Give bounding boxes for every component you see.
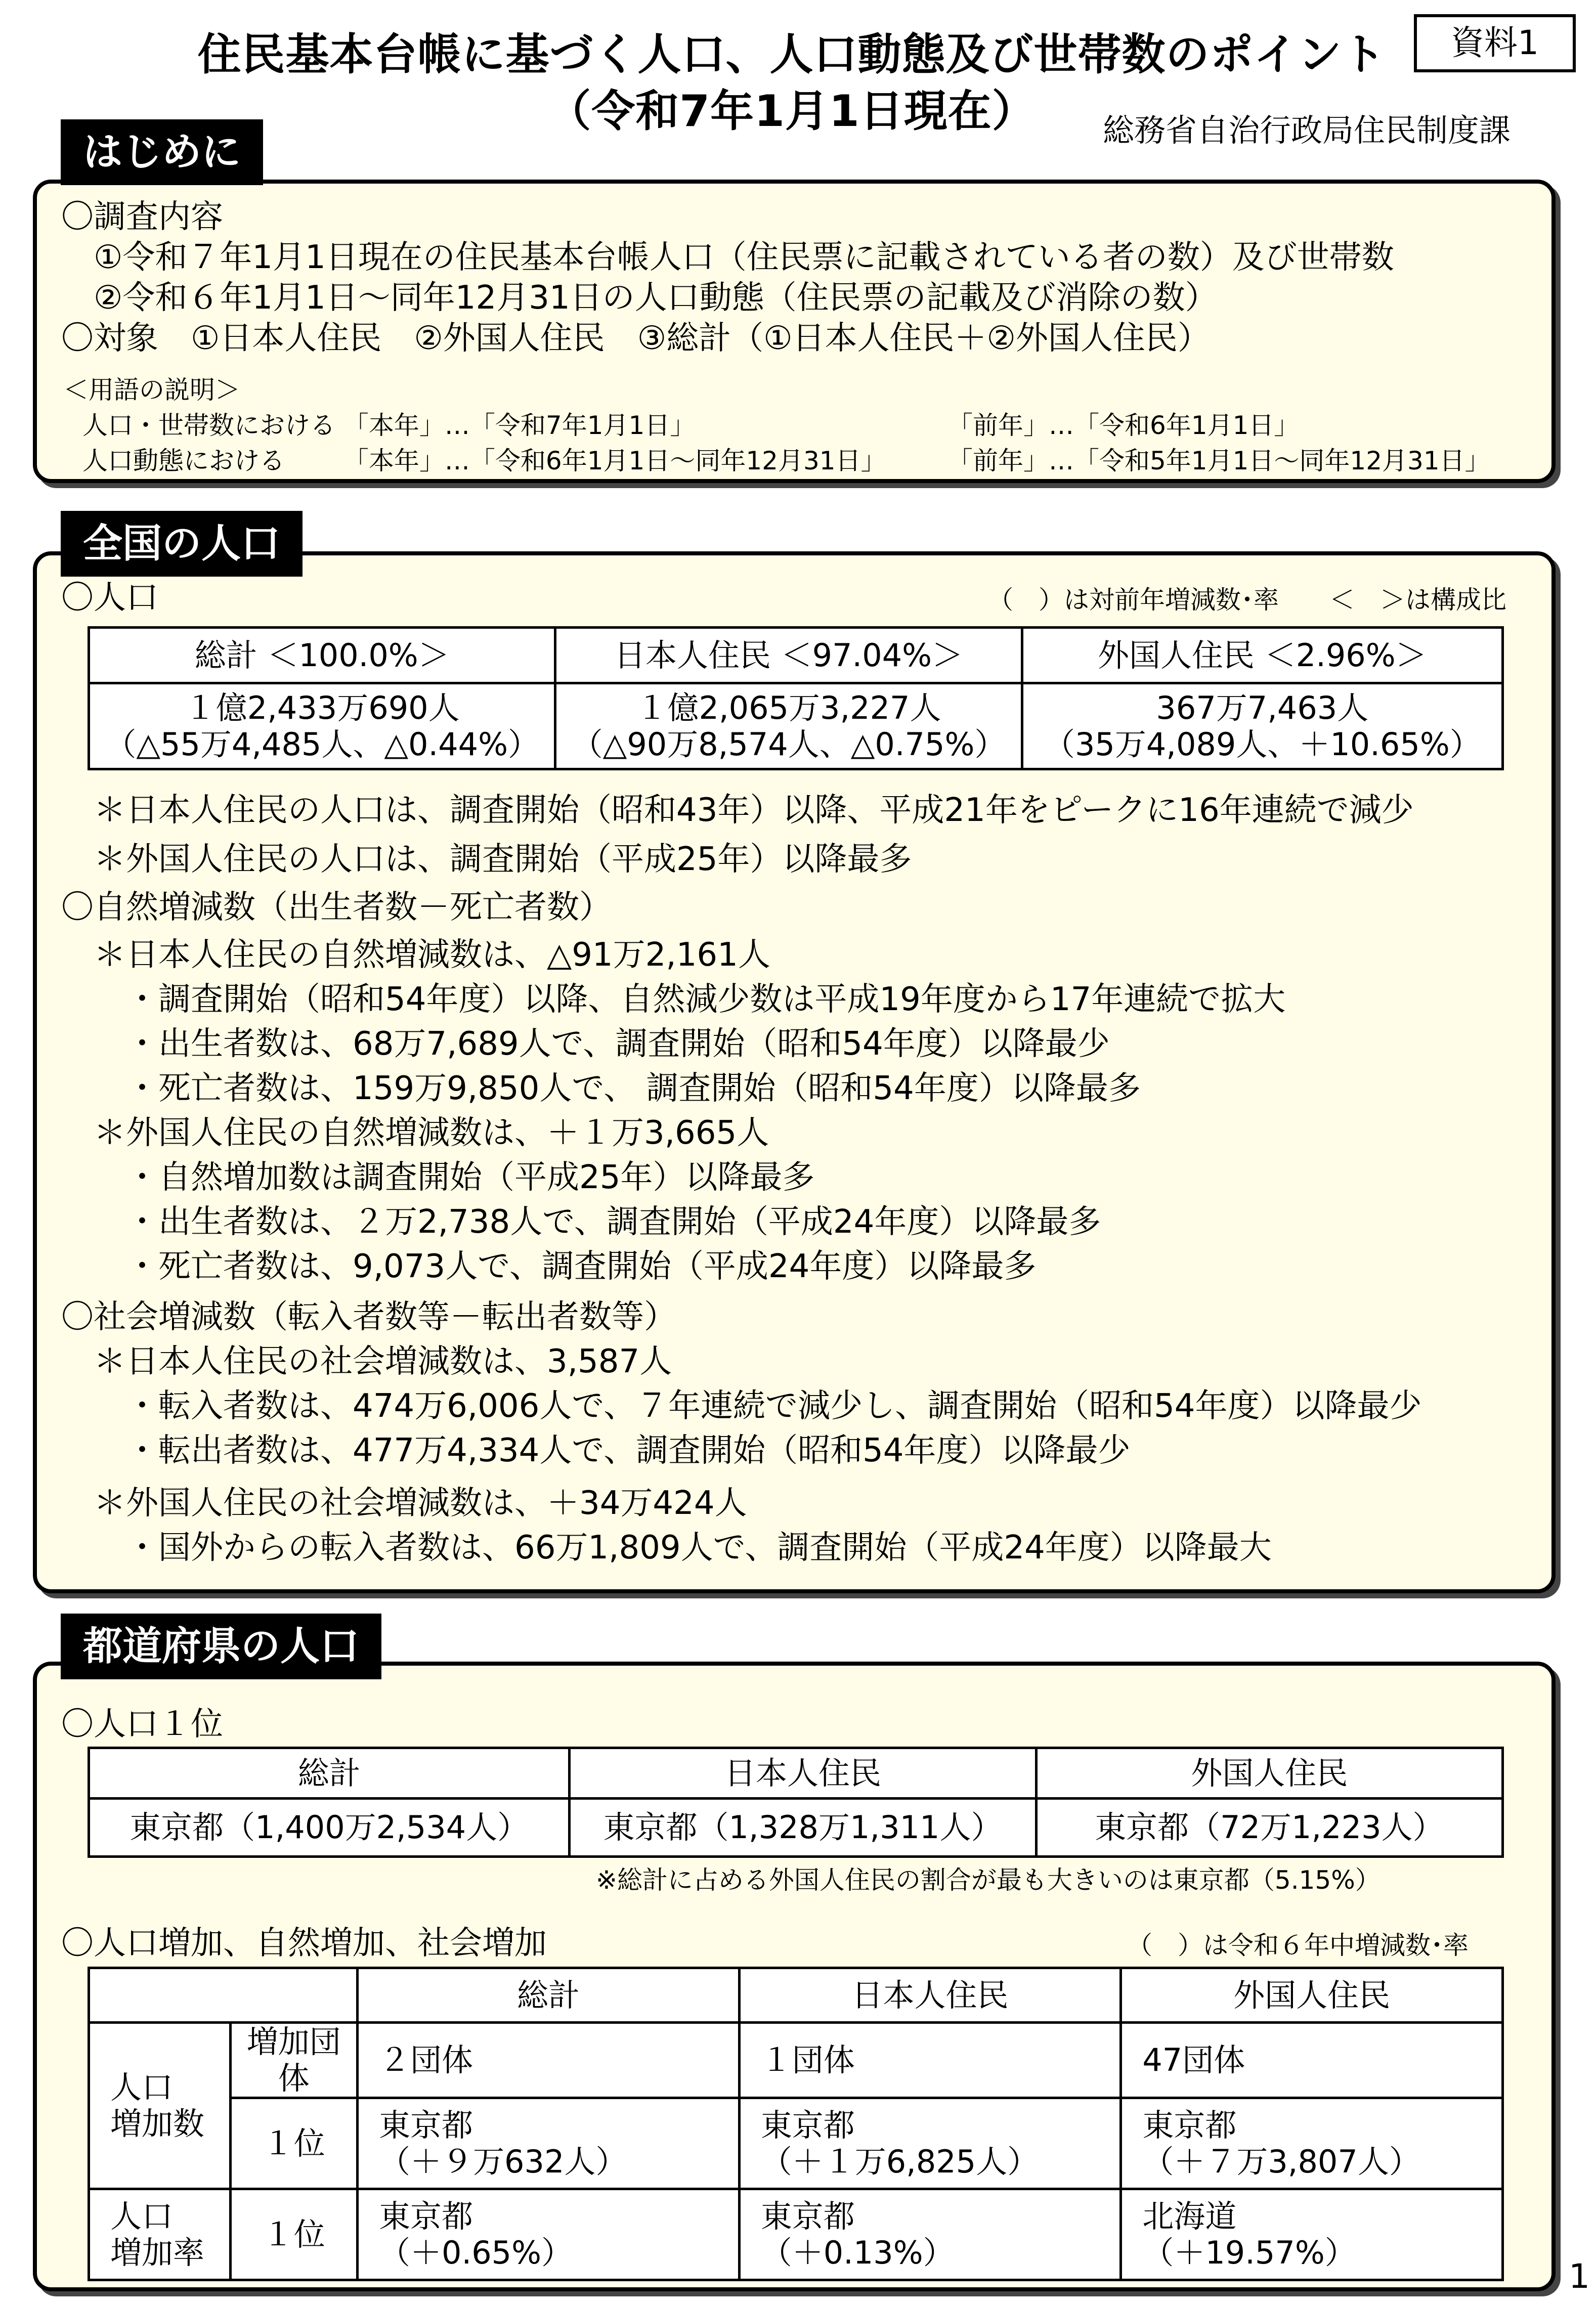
table-cell: １団体	[739, 2023, 1121, 2098]
list-item: ＊外国人住民の人口は、調査開始（平成25年）以降最多	[61, 841, 912, 878]
list-item: ・死亡者数は、9,073人で、調査開始（平成24年度）以降最多	[61, 1248, 1037, 1285]
title-line-2: （令和7年1月1日現在）	[547, 86, 1036, 137]
prefecture-panel	[33, 1662, 1556, 2291]
list-item: ＊日本人住民の社会増減数は、3,587人	[61, 1343, 672, 1380]
terms-title: ＜用語の説明＞	[63, 375, 240, 405]
population-heading: 〇人口	[61, 579, 158, 617]
list-item: ・出生者数は、２万2,738人で、調査開始（平成24年度）以降最多	[61, 1203, 1101, 1241]
table-cell: 北海道 （＋19.57%）	[1121, 2189, 1503, 2280]
table-header: 総計 ＜100.0%＞	[89, 628, 555, 683]
table-header: 外国人住民	[1036, 1748, 1502, 1799]
rank-note: ※総計に占める外国人住民の割合が最も大きいのは東京都（5.15%）	[596, 1865, 1381, 1895]
national-population-table	[88, 626, 1504, 770]
list-item: ・転出者数は、477万4,334人で、調査開始（昭和54年度）以降最少	[61, 1432, 1131, 1469]
list-item: ＊外国人住民の社会増減数は、＋34万424人	[61, 1485, 747, 1522]
section-tab-intro: はじめに	[61, 119, 263, 185]
table-cell: 東京都（1,328万1,311人）	[570, 1799, 1036, 1857]
section-tab-national: 全国の人口	[61, 511, 303, 577]
table-header: 総計	[358, 1968, 740, 2023]
list-item: ・国外からの転入者数は、66万1,809人で、調査開始（平成24年度）以降最大	[61, 1529, 1272, 1567]
national-panel	[33, 551, 1556, 1593]
table-cell: 367万7,463人 （35万4,089人、＋10.65%）	[1022, 683, 1502, 769]
table-header: 日本人住民	[570, 1748, 1036, 1799]
list-item: ・出生者数は、68万7,689人で、調査開始（昭和54年度）以降最少	[61, 1025, 1110, 1063]
row-label: 人口 増加率	[89, 2189, 231, 2280]
table-cell: 東京都 （＋１万6,825人）	[739, 2098, 1121, 2189]
list-item: ＊日本人住民の人口は、調査開始（昭和43年）以降、平成21年をピークに16年連続で減少	[61, 792, 1414, 829]
prefecture-increase-table	[88, 1967, 1504, 2281]
title-line-1: 住民基本台帳に基づく人口、人口動態及び世帯数のポイント	[197, 29, 1386, 80]
section-tab-prefecture: 都道府県の人口	[61, 1614, 381, 1679]
table-cell: 47団体	[1121, 2023, 1503, 2098]
intro-line: 〇対象 ①日本人住民 ②外国人住民 ③総計（①日本人住民＋②外国人住民）	[61, 320, 1210, 357]
table-cell: 東京都 （＋0.65%）	[358, 2189, 740, 2280]
row-sublabel: 増加団体	[230, 2023, 358, 2098]
row-label: 人口 増加数	[89, 2023, 231, 2189]
term-line: 「前年」…「令和5年1月1日～同年12月31日」	[947, 446, 1490, 475]
table-cell: 東京都 （＋0.13%）	[739, 2189, 1121, 2280]
list-item: ＊外国人住民の自然増減数は、＋１万3,665人	[61, 1114, 769, 1152]
document-badge: 資料1	[1414, 14, 1576, 72]
table-header: 外国人住民	[1121, 1968, 1503, 2023]
table-header: 日本人住民 ＜97.04%＞	[555, 628, 1022, 683]
list-item: ＊日本人住民の自然増減数は、△91万2,161人	[61, 936, 770, 974]
increase-note: （ ）は令和６年中増減数･率	[1127, 1931, 1469, 1960]
table-cell: 東京都 （＋９万632人）	[358, 2098, 740, 2189]
table-header: 日本人住民	[739, 1968, 1121, 2023]
department-label: 総務省自治行政局住民制度課	[1103, 112, 1511, 149]
national-lines	[61, 784, 1422, 1570]
list-item: ・調査開始（昭和54年度）以降、自然減少数は平成19年度から17年連続で拡大	[61, 981, 1286, 1018]
term-line: 「前年」…「令和6年1月1日」	[947, 411, 1300, 440]
row-sublabel: １位	[230, 2189, 358, 2280]
rank-heading: 〇人口１位	[61, 1706, 223, 1743]
list-item: ・転入者数は、474万6,006人で、７年連続で減少し、調査開始（昭和54年度）以降最少	[61, 1387, 1422, 1425]
intro-line: ②令和６年1月1日～同年12月31日の人口動態（住民票の記載及び消除の数）	[61, 279, 1218, 317]
list-item: 〇自然増減数（出生者数－死亡者数）	[61, 889, 612, 926]
table-cell: ２団体	[358, 2023, 740, 2098]
list-item: ・死亡者数は、159万9,850人で、 調査開始（昭和54年度）以降最多	[61, 1070, 1141, 1107]
table-header: 総計	[89, 1748, 570, 1799]
term-line: 人口動態における 「本年」…「令和6年1月1日～同年12月31日」	[82, 446, 886, 475]
row-sublabel: １位	[230, 2098, 358, 2189]
table-cell: １億2,433万690人 （△55万4,485人、△0.44%）	[89, 683, 555, 769]
list-item: ・自然増加数は調査開始（平成25年）以降最多	[61, 1159, 815, 1196]
population-note: （ ）は対前年増減数･率 ＜ ＞は構成比	[988, 585, 1506, 615]
page-number: 1	[1569, 2257, 1590, 2296]
table-cell: １億2,065万3,227人 （△90万8,574人、△0.75%）	[555, 683, 1022, 769]
increase-heading: 〇人口増加、自然増加、社会増加	[61, 1925, 547, 1962]
intro-line: ①令和７年1月1日現在の住民基本台帳人口（住民票に記載されている者の数）及び世帯数	[61, 239, 1394, 276]
table-header: 外国人住民 ＜2.96%＞	[1022, 628, 1502, 683]
table-cell: 東京都 （＋７万3,807人）	[1121, 2098, 1503, 2189]
table-header-empty	[89, 1968, 358, 2023]
intro-panel	[33, 180, 1556, 483]
term-line: 人口・世帯数における 「本年」…「令和7年1月1日」	[82, 411, 696, 440]
prefecture-rank-table	[88, 1747, 1504, 1858]
table-cell: 東京都（1,400万2,534人）	[89, 1799, 570, 1857]
table-cell: 東京都（72万1,223人）	[1036, 1799, 1502, 1857]
list-item: 〇社会増減数（転入者数等－転出者数等）	[61, 1298, 676, 1336]
intro-line: 〇調査内容	[61, 198, 223, 236]
